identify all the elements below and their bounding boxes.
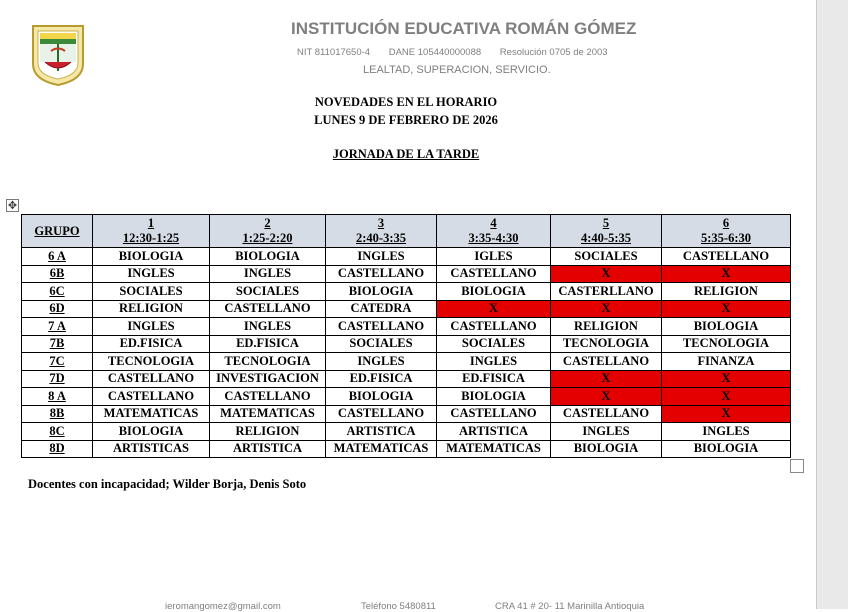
resolucion-text: Resolución 0705 de 2003	[499, 47, 608, 58]
subject-cell: X	[662, 300, 791, 318]
table-row	[22, 283, 791, 301]
group-cell: 7D	[22, 370, 93, 388]
subject-cell: IGLES	[437, 248, 551, 266]
period-header: 5 4:40-5:35	[551, 215, 662, 248]
school-crest-logo	[31, 24, 85, 87]
group-cell: 6D	[22, 300, 93, 318]
subject-cell: INGLES	[326, 248, 437, 266]
table-row	[22, 440, 791, 458]
dane-text: DANE 105440000088	[388, 47, 482, 58]
schedule-table	[21, 214, 791, 458]
group-cell: 8 A	[22, 388, 93, 406]
subject-cell: TECNOLOGIA	[93, 353, 210, 371]
table-row	[22, 248, 791, 266]
subject-cell: CASTELLANO	[551, 353, 662, 371]
subject-cell: INGLES	[551, 423, 662, 441]
subject-cell: BIOLOGIA	[551, 440, 662, 458]
group-cell: 7C	[22, 353, 93, 371]
subject-cell: BIOLOGIA	[210, 248, 326, 266]
subject-cell: RELIGION	[551, 318, 662, 336]
subject-cell: BIOLOGIA	[437, 388, 551, 406]
subject-cell: BIOLOGIA	[326, 283, 437, 301]
footer-phone: Teléfono 5480811	[361, 601, 436, 612]
subject-cell: BIOLOGIA	[326, 388, 437, 406]
subject-cell: INVESTIGACION	[210, 370, 326, 388]
subject-cell: BIOLOGIA	[437, 283, 551, 301]
subject-cell: MATEMATICAS	[93, 405, 210, 423]
subject-cell: CASTELLANO	[93, 370, 210, 388]
table-move-handle[interactable]: ✥	[7, 199, 18, 212]
subject-cell: CASTELLANO	[437, 265, 551, 283]
subject-cell: INGLES	[437, 353, 551, 371]
footer-address: CRA 41 # 20- 11 Marinilla Antioquia	[495, 601, 645, 612]
shift-title: JORNADA DE LA TARDE	[332, 147, 480, 161]
subject-cell: ARTISTICA	[210, 440, 326, 458]
subject-cell: CASTELLANO	[326, 265, 437, 283]
subject-cell: CASTELLANO	[437, 405, 551, 423]
subject-cell: CASTELLANO	[662, 248, 791, 266]
subject-cell: BIOLOGIA	[93, 423, 210, 441]
subject-cell: CASTELLANO	[210, 300, 326, 318]
table-row	[22, 335, 791, 353]
subject-cell: CASTELLANO	[210, 388, 326, 406]
subject-cell: SOCIALES	[93, 283, 210, 301]
subject-cell: CATEDRA	[326, 300, 437, 318]
subject-cell: MATEMATICAS	[210, 405, 326, 423]
subject-cell: X	[551, 388, 662, 406]
subject-cell: CASTELLANO	[93, 388, 210, 406]
subject-cell: ED.FISICA	[326, 370, 437, 388]
group-cell: 8B	[22, 405, 93, 423]
subject-cell: RELIGION	[662, 283, 791, 301]
table-row	[22, 300, 791, 318]
subject-cell: BIOLOGIA	[93, 248, 210, 266]
subject-cell: CASTERLLANO	[551, 283, 662, 301]
institution-name: INSTITUCIÓN EDUCATIVA ROMÁN GÓMEZ	[291, 19, 637, 38]
period-header: 4 3:35-4:30	[437, 215, 551, 248]
subject-cell: TECNOLOGIA	[551, 335, 662, 353]
document-date: LUNES 9 DE FEBRERO DE 2026	[314, 113, 498, 127]
subject-cell: X	[662, 388, 791, 406]
window-edge	[816, 0, 848, 609]
table-row	[22, 318, 791, 336]
period-header: 3 2:40-3:35	[326, 215, 437, 248]
subject-cell: TECNOLOGIA	[662, 335, 791, 353]
subject-cell: X	[662, 265, 791, 283]
group-cell: 6C	[22, 283, 93, 301]
absent-teachers-note: Docentes con incapacidad; Wilder Borja, Denis Soto	[28, 477, 307, 491]
table-row	[22, 370, 791, 388]
nit-text: NIT 811017650-4	[297, 47, 371, 58]
subject-cell: SOCIALES	[551, 248, 662, 266]
subject-cell: TECNOLOGIA	[210, 353, 326, 371]
subject-cell: SOCIALES	[210, 283, 326, 301]
subject-cell: CASTELLANO	[326, 318, 437, 336]
subject-cell: RELIGION	[93, 300, 210, 318]
subject-cell: MATEMATICAS	[437, 440, 551, 458]
subject-cell: ARTISTICAS	[93, 440, 210, 458]
subject-cell: MATEMATICAS	[326, 440, 437, 458]
group-cell: 7 A	[22, 318, 93, 336]
group-cell: 8C	[22, 423, 93, 441]
subject-cell: INGLES	[93, 318, 210, 336]
subject-cell: CASTELLANO	[551, 405, 662, 423]
subject-cell: INGLES	[210, 265, 326, 283]
subject-cell: X	[551, 370, 662, 388]
subject-cell: ARTISTICA	[326, 423, 437, 441]
subject-cell: X	[437, 300, 551, 318]
subject-cell: FINANZA	[662, 353, 791, 371]
subject-cell: INGLES	[93, 265, 210, 283]
table-resize-handle[interactable]	[790, 459, 804, 473]
subject-cell: BIOLOGIA	[662, 440, 791, 458]
document-title: NOVEDADES EN EL HORARIO	[314, 95, 498, 109]
subject-cell: INGLES	[210, 318, 326, 336]
table-header-row	[22, 215, 791, 248]
subject-cell: ARTISTICA	[437, 423, 551, 441]
table-row	[22, 388, 791, 406]
subject-cell: ED.FISICA	[437, 370, 551, 388]
subject-cell: X	[551, 265, 662, 283]
subject-cell: CASTELLANO	[326, 405, 437, 423]
subject-cell: X	[662, 405, 791, 423]
period-header: 1 12:30-1:25	[93, 215, 210, 248]
group-header: GRUPO	[22, 215, 93, 248]
subject-cell: ED.FISICA	[93, 335, 210, 353]
subject-cell: BIOLOGIA	[662, 318, 791, 336]
group-cell: 8D	[22, 440, 93, 458]
subject-cell: INGLES	[326, 353, 437, 371]
group-cell: 6 A	[22, 248, 93, 266]
table-row	[22, 423, 791, 441]
footer-email: ieromangomez@gmail.com	[165, 601, 281, 612]
group-cell: 6B	[22, 265, 93, 283]
subject-cell: CASTELLANO	[437, 318, 551, 336]
subject-cell: ED.FISICA	[210, 335, 326, 353]
table-row	[22, 405, 791, 423]
subject-cell: SOCIALES	[326, 335, 437, 353]
table-row	[22, 353, 791, 371]
institution-motto: LEALTAD, SUPERACION, SERVICIO.	[363, 64, 551, 76]
period-header: 6 5:35-6:30	[662, 215, 791, 248]
table-row	[22, 265, 791, 283]
subject-cell: X	[551, 300, 662, 318]
subject-cell: INGLES	[662, 423, 791, 441]
subject-cell: SOCIALES	[437, 335, 551, 353]
period-header: 2 1:25-2:20	[210, 215, 326, 248]
institution-info	[297, 47, 624, 58]
subject-cell: X	[662, 370, 791, 388]
group-cell: 7B	[22, 335, 93, 353]
subject-cell: RELIGION	[210, 423, 326, 441]
